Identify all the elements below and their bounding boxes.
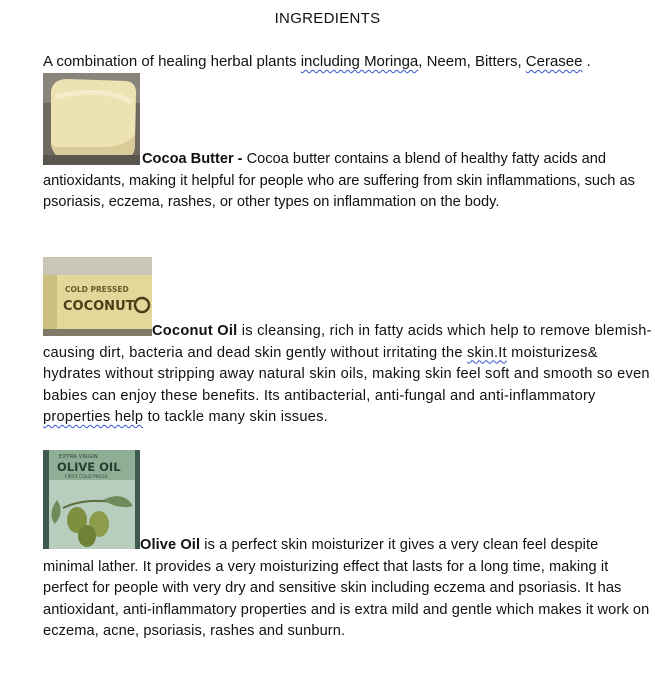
intro-ingredients-underlined: including Moringa	[300, 53, 419, 70]
olive-label-sub: FIRST COLD PRESS	[65, 475, 108, 480]
olive-label-top: EXTRA VIRGIN	[59, 454, 98, 460]
coconut-oil-heading: Coconut Oil	[152, 323, 238, 339]
page-title: INGREDIENTS	[274, 10, 381, 27]
cocoa-butter-heading: Cocoa Butter -	[142, 151, 243, 167]
coconut-label-cold: COLD PRESSED	[65, 285, 129, 294]
coconut-oil-text-1: is cleansing, rich in fatty acids which help to remove blemish-causing dirt, bacteria and dead skin gently without irritating the	[43, 323, 652, 361]
intro-text-middle: , Neem, Bitters,	[418, 53, 526, 70]
intro-cerasee-underlined: Cerasee	[525, 53, 583, 70]
coconut-oil-text-3: to tackle many skin issues.	[143, 409, 328, 425]
cocoa-butter-text: Cocoa butter contains a blend of healthy fatty acids and antioxidants, making it helpful for people who are suffering from skin inflammations, such as psoriasis, eczema, rashes, or other types on inflammation on the body.	[43, 151, 635, 210]
intro-line	[43, 53, 643, 70]
intro-text: A combination of healing herbal plants	[43, 53, 301, 70]
olive-oil-text: is a perfect skin moisturizer it gives a very clean feel despite minimal lather. It provides a very moisturizing effect that lasts for a long time, making it perfect for people with very dry and sensitive skin including eczema and psoriasis. It has antioxidant, anti-inflammatory properties and is extra mild and gentle which makes it work on eczema, acne, psoriasis, rashes and sunburn.	[43, 537, 650, 639]
olive-label-name: OLIVE OIL	[57, 460, 121, 474]
coconut-properties-underlined: properties help	[43, 409, 144, 425]
coconut-label-name: COCONUT	[63, 299, 135, 314]
cocoa-butter-paragraph	[43, 149, 653, 214]
coconut-skin-underlined: skin.It	[467, 344, 507, 361]
olive-oil-paragraph	[43, 535, 653, 643]
coconut-oil-text-2: moisturizes& hydrates without stripping away natural skin oils, making skin feel soft and smooth so even babies can enjoy these benefits. Its antibacterial, anti-fungal and anti-inflammatory	[43, 344, 650, 404]
intro-text-end: .	[582, 53, 591, 70]
olive-oil-heading: Olive Oil	[140, 537, 201, 553]
coconut-oil-paragraph	[43, 321, 653, 429]
